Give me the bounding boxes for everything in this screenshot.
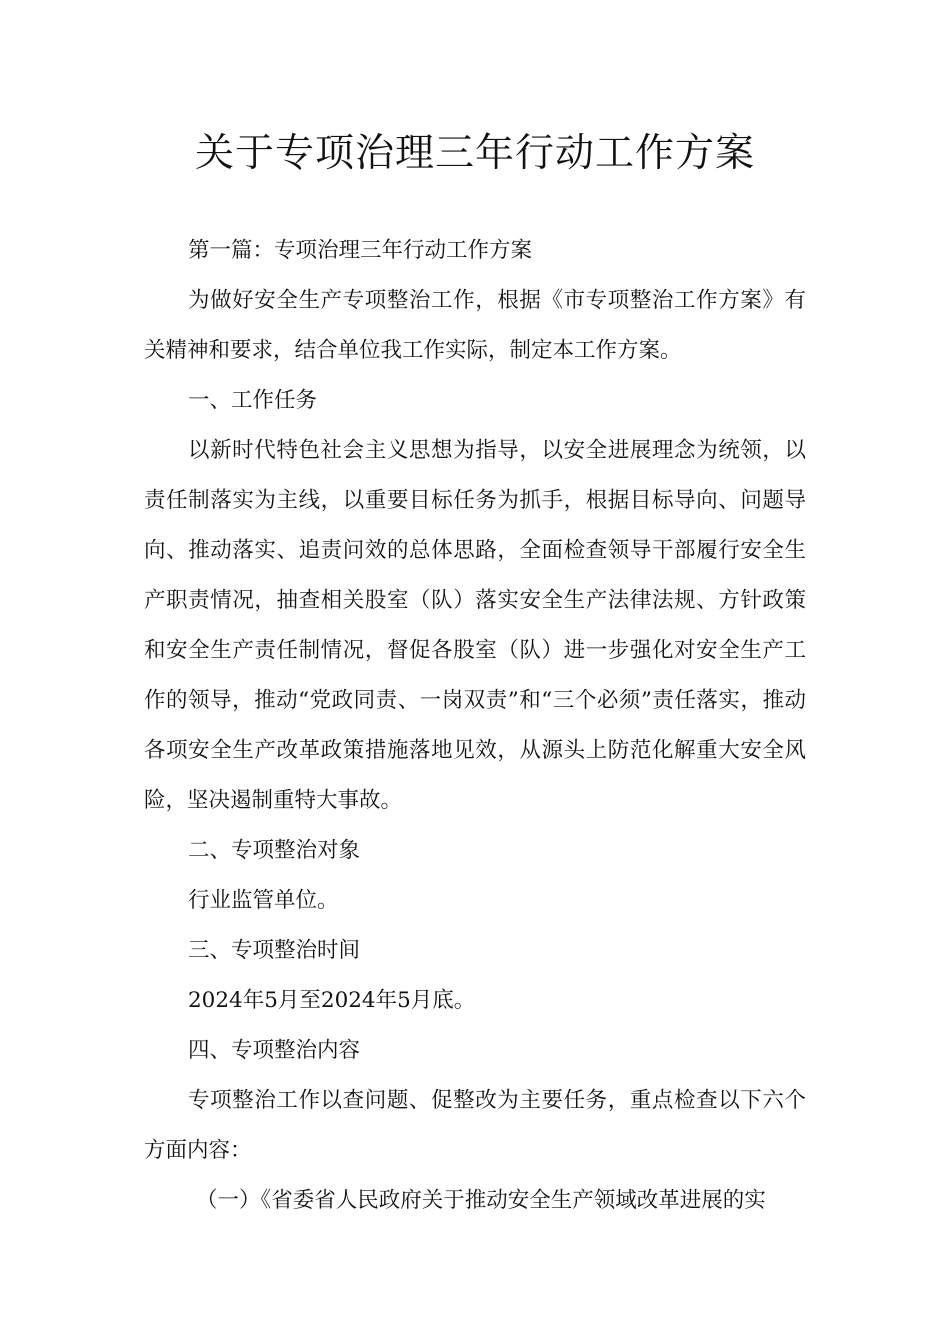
paragraph-time: 2024年5月至2024年5月底。 — [188, 988, 476, 1013]
paragraph-item-one: （一）《省委省人民政府关于推动安全生产领域改革进展的实 — [196, 1188, 766, 1213]
section-heading-content: 四、专项整治内容 — [188, 1038, 361, 1063]
paragraph-tasks: 以新时代特色社会主义思想为指导，以安全进展理念为统领，以责任制落实为主线，以重要目标任务为抓手，根据目标导向、问题导向、推动落实、追责问效的总体思路，全面检查领导干部履行安全生产职责情况，抽查相关股室（队）落实安全生产法律法规、方针政策和安全生产责任制情况，督促各股室（队）进一步强化对安全生产工作的领导，推动“党政同责、一岗双责”和“三个必须”责任落实，推动各项安全生产改革政策措施落地见效，从源头上防范化解重大安全风险，坚决遏制重特大事故。 — [144, 438, 806, 813]
document-body — [144, 226, 806, 1226]
paragraph-part-heading: 第一篇：专项治理三年行动工作方案 — [188, 238, 533, 263]
section-heading-targets: 二、专项整治对象 — [188, 838, 361, 863]
document-title: 关于专项治理三年行动工作方案 — [194, 131, 755, 176]
section-heading-tasks: 一、工作任务 — [188, 388, 318, 413]
section-heading-time: 三、专项整治时间 — [188, 938, 361, 963]
paragraph-intro: 为做好安全生产专项整治工作，根据《市专项整治工作方案》有关精神和要求，结合单位我工作实际，制定本工作方案。 — [144, 288, 806, 363]
paragraph-content: 专项整治工作以查问题、促整改为主要任务，重点检查以下六个方面内容： — [144, 1088, 806, 1163]
paragraph-targets: 行业监管单位。 — [188, 888, 339, 913]
